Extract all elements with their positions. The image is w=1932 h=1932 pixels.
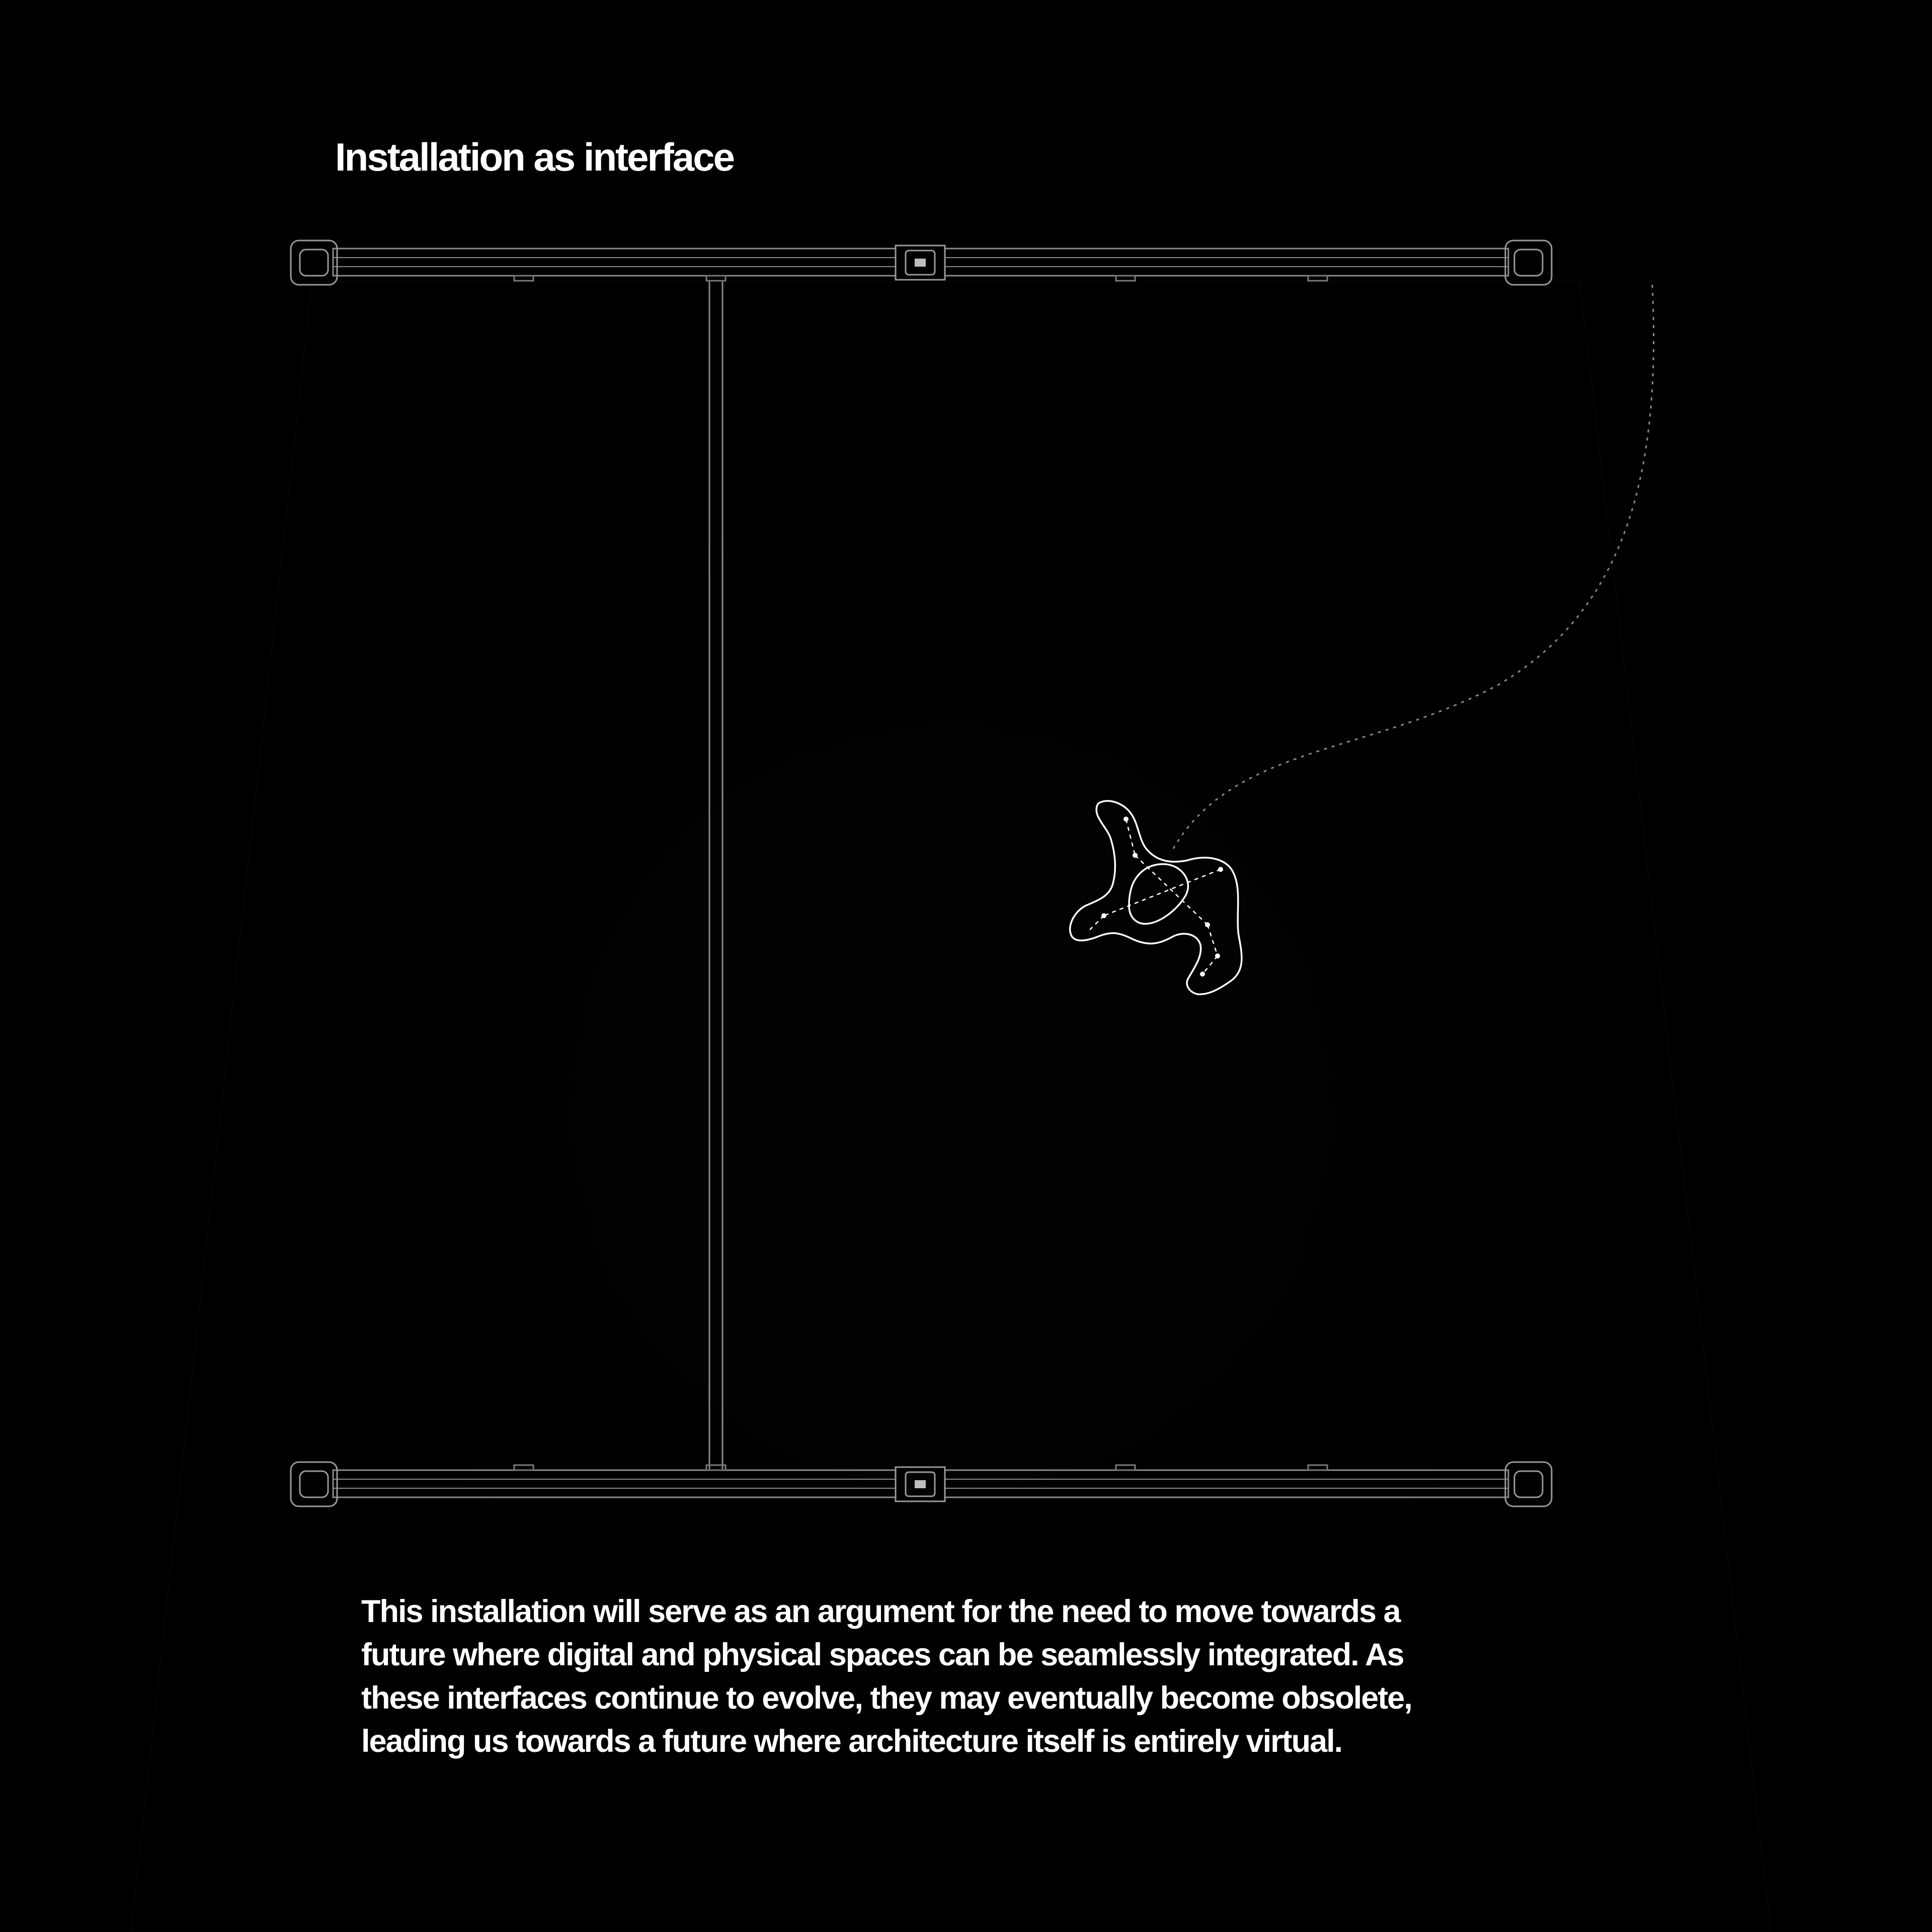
top-rail-right-mount [1505,240,1552,285]
description-line-1: This installation will serve as an argument for the need to move towards a [361,1594,1400,1629]
description-line-3: these interfaces continue to evolve, they may eventually become obsolete, [361,1680,1412,1716]
page-title: Installation as interface [335,135,734,179]
description-line-4: leading us towards a future where architecture itself is entirely virtual. [361,1724,1342,1759]
top-rail-center-mount [896,246,945,280]
top-rail-left-mount [291,240,337,285]
description-line-2: future where digital and physical spaces can be seamlessly integrated. As [361,1637,1404,1672]
description-paragraph [361,1590,1569,1763]
